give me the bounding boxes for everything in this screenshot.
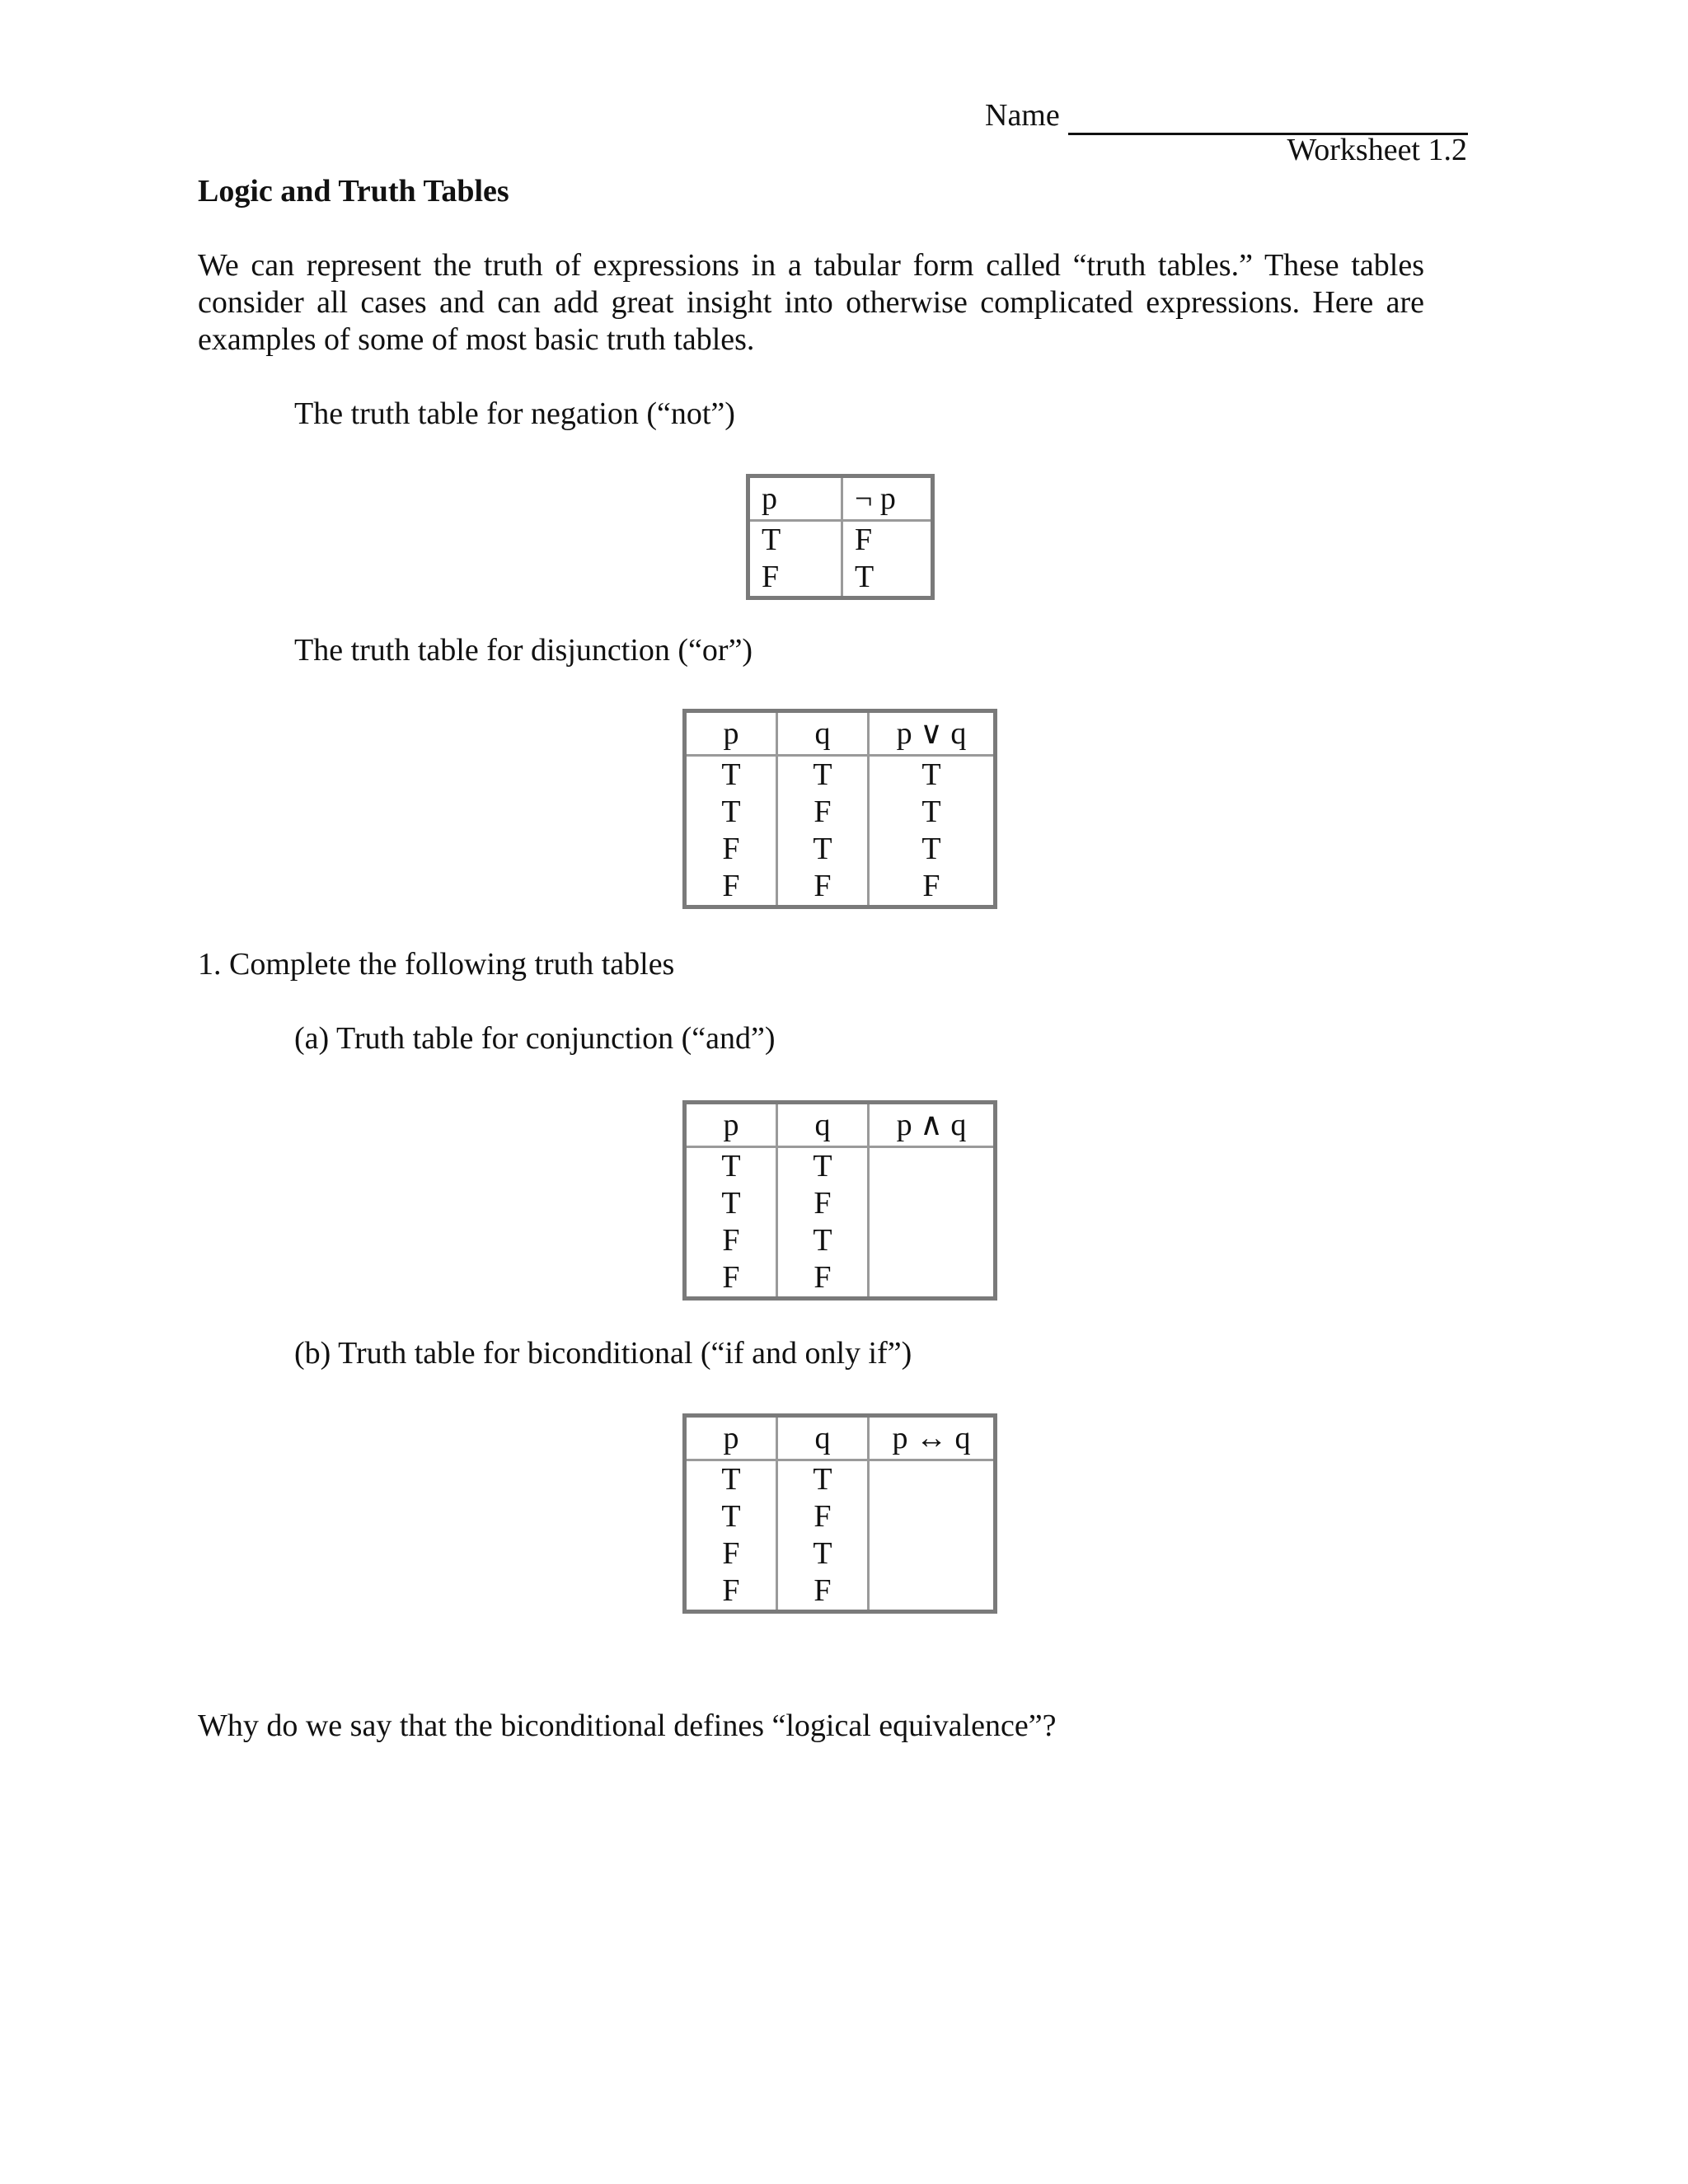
- table-cell: F: [722, 1223, 740, 1258]
- table-row: [685, 1147, 996, 1186]
- table-row: [748, 521, 933, 560]
- negation-caption: The truth table for negation (“not”): [294, 396, 735, 431]
- answer-cell[interactable]: [869, 1498, 996, 1535]
- table-cell: T: [842, 559, 933, 598]
- biconditional-caption: (b) Truth table for biconditional (“if and only if”): [294, 1336, 912, 1371]
- answer-cell[interactable]: [869, 1147, 996, 1186]
- table-cell: T: [777, 1222, 869, 1259]
- table-cell: T: [777, 831, 869, 868]
- table-row: [685, 1460, 996, 1499]
- table-header-cell: q: [777, 711, 869, 756]
- table-cell: T: [721, 1499, 741, 1534]
- table-row: [685, 868, 996, 907]
- table-cell: F: [777, 794, 869, 831]
- table-cell: T: [777, 1460, 869, 1499]
- answer-cell[interactable]: [869, 1535, 996, 1572]
- table-cell: T: [721, 1149, 741, 1183]
- table-row: [685, 1572, 996, 1612]
- question-1-prompt: 1. Complete the following truth tables: [198, 947, 675, 982]
- table-row: [685, 1259, 996, 1299]
- table-cell: F: [722, 832, 740, 866]
- table-cell: T: [869, 831, 996, 868]
- table-header-cell: p: [685, 1103, 777, 1147]
- table-cell: T: [762, 523, 781, 557]
- table-header-cell: p: [685, 1416, 777, 1460]
- disjunction-caption: The truth table for disjunction (“or”): [294, 633, 753, 668]
- conjunction-table: [682, 1100, 997, 1301]
- table-header-cell: p ∨ q: [869, 711, 996, 756]
- answer-cell[interactable]: [869, 1185, 996, 1222]
- table-header-cell: p: [748, 476, 842, 521]
- table-cell: F: [869, 868, 996, 907]
- table-cell: T: [721, 1186, 741, 1221]
- answer-cell[interactable]: [869, 1572, 996, 1612]
- name-label: Name: [985, 98, 1060, 133]
- table-cell: F: [722, 1260, 740, 1295]
- table-row: [685, 1185, 996, 1222]
- page-title: Logic and Truth Tables: [198, 174, 509, 209]
- table-cell: F: [777, 1259, 869, 1299]
- table-header-cell: p: [685, 711, 777, 756]
- table-cell: F: [777, 1498, 869, 1535]
- name-field-row: [985, 97, 1468, 135]
- table-header-cell: q: [777, 1416, 869, 1460]
- table-cell: T: [777, 1535, 869, 1572]
- answer-cell[interactable]: [869, 1222, 996, 1259]
- table-cell: T: [869, 794, 996, 831]
- table-header-cell: p ↔ q: [869, 1416, 996, 1460]
- table-row: [685, 1498, 996, 1535]
- table-cell: T: [721, 794, 741, 829]
- table-row: [748, 559, 933, 598]
- table-cell: F: [722, 1573, 740, 1608]
- table-cell: F: [777, 1185, 869, 1222]
- table-cell: F: [842, 521, 933, 560]
- answer-cell[interactable]: [869, 1460, 996, 1499]
- biconditional-table: [682, 1413, 997, 1614]
- negation-table: [746, 474, 935, 600]
- table-cell: F: [722, 1536, 740, 1571]
- disjunction-table: [682, 709, 997, 909]
- table-cell: T: [721, 1462, 741, 1497]
- table-cell: T: [721, 757, 741, 792]
- table-cell: T: [777, 756, 869, 794]
- intro-paragraph: We can represent the truth of expressions in a tabular form called “truth tables.” These tables consider all cases and can add great insight into otherwise complicated expressions. Here are examples of some of most basic truth tables.: [198, 248, 1424, 357]
- table-cell: T: [869, 756, 996, 794]
- table-header-cell: p ∧ q: [869, 1103, 996, 1147]
- table-row: [685, 756, 996, 794]
- table-row: [685, 1222, 996, 1259]
- table-row: [685, 831, 996, 868]
- table-header-cell: q: [777, 1103, 869, 1147]
- table-cell: F: [762, 560, 780, 594]
- table-cell: T: [777, 1147, 869, 1186]
- question-2-prompt: Why do we say that the biconditional defines “logical equivalence”?: [198, 1708, 1057, 1743]
- conjunction-caption: (a) Truth table for conjunction (“and”): [294, 1021, 776, 1056]
- answer-cell[interactable]: [869, 1259, 996, 1299]
- table-row: [685, 794, 996, 831]
- table-cell: F: [722, 869, 740, 903]
- table-cell: F: [777, 1572, 869, 1612]
- table-row: [685, 1535, 996, 1572]
- worksheet-label: Worksheet 1.2: [1287, 133, 1467, 167]
- table-cell: F: [777, 868, 869, 907]
- name-blank-line[interactable]: [1068, 101, 1468, 135]
- table-header-cell: ¬ p: [842, 476, 933, 521]
